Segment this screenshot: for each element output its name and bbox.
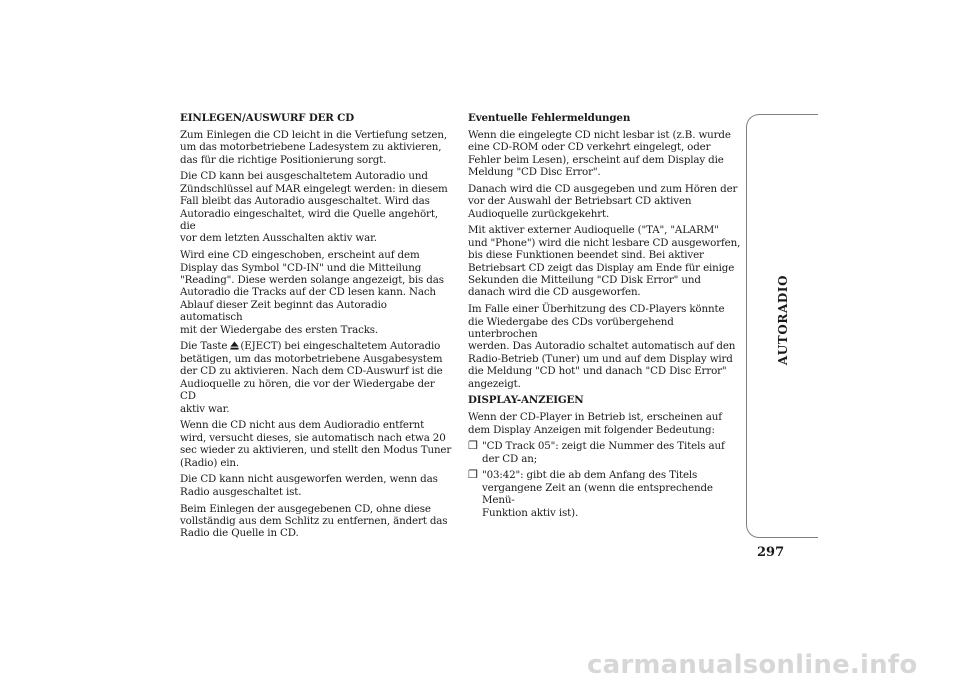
- list-item-text: "CD Track 05": zeigt die Nummer des Titels auf der CD an;: [482, 440, 725, 465]
- paragraph: Danach wird die CD ausgegeben und zum Hören der vor der Auswahl der Betriebsart CD aktiven Audioquelle zurückgekehrt.: [468, 182, 738, 220]
- paragraph: Wird eine CD eingeschoben, erscheint auf dem Display das Symbol "CD-IN" und die Mitteilung "Reading". Diese werden solange angezeigt, bis das Autoradio die Tracks auf der CD lesen kann. Nach Ablauf dieser Zeit beginnt das Autoradio automatisch mit der Wiedergabe des ersten Tracks.: [180, 249, 444, 336]
- list-item-text: "03:42": gibt die ab dem Anfang des Titels vergangene Zeit an (wenn die entsprechende Menü- Funktion aktiv ist).: [482, 469, 713, 519]
- section-heading-error-messages: Eventuelle Fehlermeldungen: [468, 112, 631, 124]
- list-item: [468, 440, 744, 465]
- paragraph: Zum Einlegen die CD leicht in die Vertiefung setzen, um das motorbetriebene Ladesystem zu aktivieren, das für die richtige Positionierung sorgt.: [180, 128, 447, 166]
- page-number: 297: [757, 545, 785, 560]
- checkbox-bullet-icon: ❐: [468, 439, 478, 453]
- paragraph: Beim Einlegen der ausgegebenen CD, ohne diese vollständig aus dem Schlitz zu entfernen, ändert das Radio die Quelle in CD.: [180, 502, 448, 540]
- right-column: [468, 112, 744, 523]
- watermark: carmanualsonline.info: [587, 650, 918, 680]
- section-heading-insert-eject: EINLEGEN/AUSWURF DER CD: [180, 112, 354, 124]
- paragraph: Wenn die eingelegte CD nicht lesbar ist (z.B. wurde eine CD-ROM oder CD verkehrt eingelegt, oder Fehler beim Lesen), erscheint auf dem Display die Meldung "CD Disc Error".: [468, 128, 731, 179]
- paragraph: Wenn die CD nicht aus dem Audioradio entfernt wird, versucht dieses, sie automatisch nach etwa 20 sec wieder zu aktivieren, und stellt den Modus Tuner (Radio) ein.: [180, 419, 452, 469]
- left-column: [180, 112, 452, 544]
- checkbox-bullet-icon: ❐: [468, 468, 478, 482]
- paragraph: Die CD kann bei ausgeschaltetem Autoradio und Zündschlüssel auf MAR eingelegt werden: in diesem Fall bleibt das Autoradio ausgeschaltet. Wird das Autoradio eingeschaltet, wird die Quelle angehört, die vor dem letzten Ausschalten aktiv war.: [180, 170, 448, 245]
- section-heading-display: DISPLAY-ANZEIGEN: [468, 394, 584, 407]
- paragraph-text: Die Taste: [180, 340, 231, 353]
- eject-icon: [230, 341, 239, 350]
- paragraph: Im Falle einer Überhitzung des CD-Players könnte die Wiedergabe des CDs vorübergehend unterbrochen werden. Das Autoradio schaltet automatisch auf den Radio-Betrieb (Tuner) um und auf dem Display wird die Meldung "CD hot" und danach "CD Disc Error" angezeigt.: [468, 303, 736, 390]
- paragraph: Wenn der CD-Player in Betrieb ist, erscheinen auf dem Display Anzeigen mit folgender Bedeutung:: [468, 411, 722, 436]
- paragraph: Mit aktiver externer Audioquelle ("TA", "ALARM" und "Phone") wird die nicht lesbare CD ausgeworfen, bis diese Funktionen beendet sind. Bei aktiver Betriebsart CD zeigt das Display am Ende für einige Sekunden die Mitteilung "CD Disk Error" und danach wird die CD ausgeworfen.: [468, 224, 741, 299]
- paragraph: Die CD kann nicht ausgeworfen werden, wenn das Radio ausgeschaltet ist.: [180, 473, 438, 498]
- paragraph-eject: [180, 340, 452, 414]
- chapter-tab-label: AUTORADIO: [776, 274, 790, 366]
- paragraph-text: (EJECT) bei eingeschaltetem Autoradio betätigen, um das motorbetriebene Ausgabesystem der CD zu aktivieren. Nach dem CD-Auswurf ist die Audioquelle zu hören, die vor der Wiedergabe der CD aktiv war.: [180, 340, 443, 415]
- list-item: [468, 469, 744, 519]
